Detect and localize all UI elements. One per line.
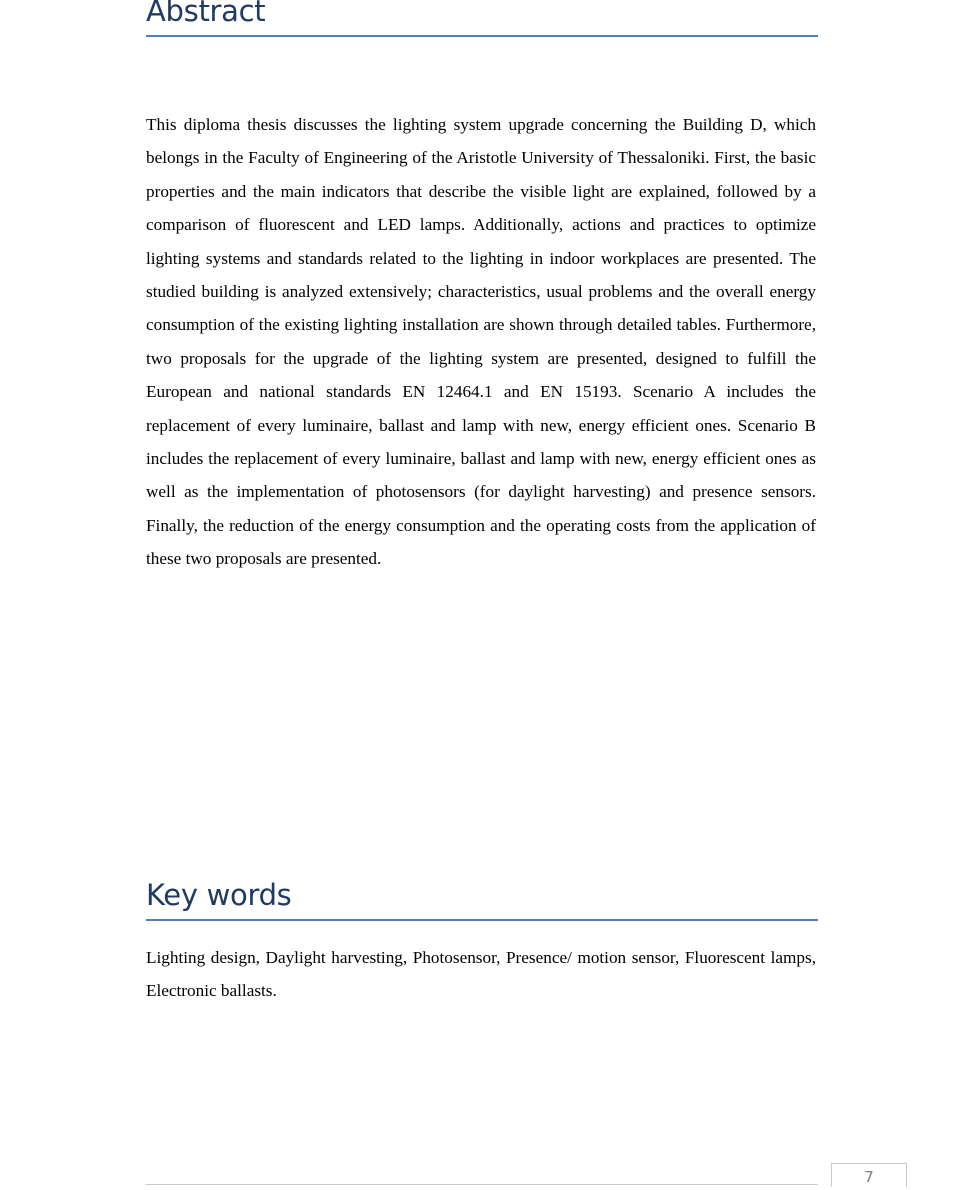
abstract-heading-rule <box>146 35 818 37</box>
abstract-paragraph: This diploma thesis discusses the lighting system upgrade concerning the Building D, which belongs in the Faculty of Engineering of the Aristotle University of Thessaloniki. First, the basic properties and the main indicators that describe the visible light are explained, followed by a comparison of fluorescent and LED lamps. Additionally, actions and practices to optimize lighting systems and standards related to the lighting in indoor workplaces are presented. The studied building is analyzed extensively; characteristics, usual problems and the overall energy consumption of the existing lighting installation are shown through detailed tables. Furthermore, two proposals for the upgrade of the lighting system are presented, designed to fulfill the European and national standards EN 12464.1 and EN 15193. Scenario A includes the replacement of every luminaire, ballast and lamp with new, energy efficient ones. Scenario B includes the replacement of every luminaire, ballast and lamp with new, energy efficient ones as well as the implementation of photosensors (for daylight harvesting) and presence sensors. Finally, the reduction of the energy consumption and the operating costs from the application of these two proposals are presented. <box>146 115 816 569</box>
keywords-heading-rule <box>146 919 818 921</box>
abstract-heading: Abstract <box>146 0 266 28</box>
footer-divider <box>146 1184 818 1185</box>
keywords-heading: Key words <box>146 878 292 912</box>
keywords-paragraph: Lighting design, Daylight harvesting, Photosensor, Presence/ motion sensor, Fluorescent lamps, Electronic ballasts. <box>146 948 816 1001</box>
page-number: 7 <box>831 1163 907 1187</box>
